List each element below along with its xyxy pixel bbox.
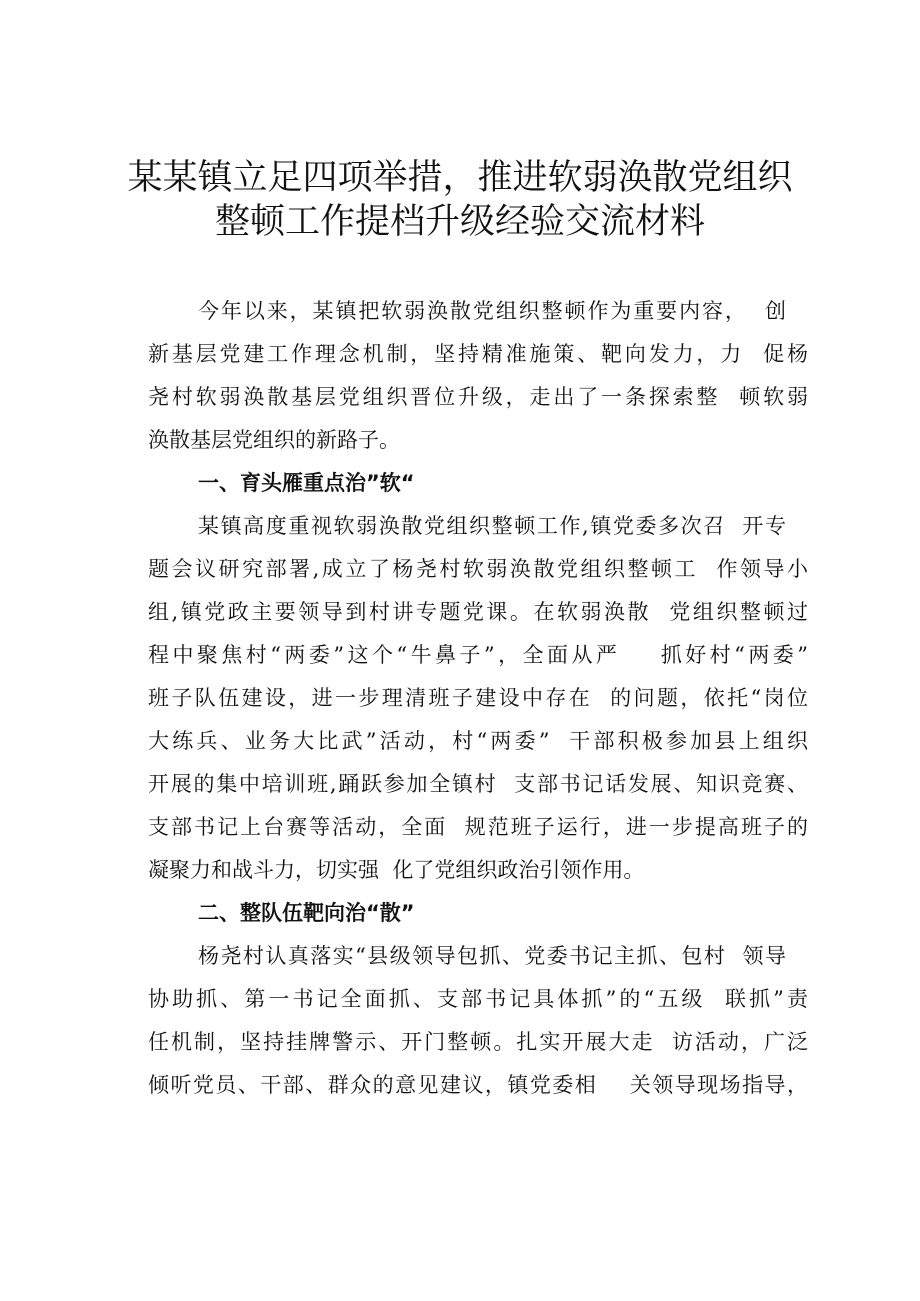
section-2-heading: 二、整队伍靶向治“散” bbox=[198, 901, 415, 925]
document-title-line-2: 整顿工作提档升级经验交流材料 bbox=[214, 202, 705, 242]
intro-line: 涣散基层党组织的新路子。 bbox=[148, 428, 400, 452]
section-1-line: 某镇高度重视软弱涣散党组织整顿工作,镇党委多次召 开专 bbox=[198, 514, 786, 538]
section-1-heading: 一、育头雁重点治”软“ bbox=[198, 471, 415, 495]
section-1-line: 凝聚力和战斗力，切实强 化了党组织政治引领作用。 bbox=[148, 858, 645, 882]
section-2-line: 任机制，坚持挂牌警示、开门整顿。扎实开展大走 访活动，广泛 bbox=[148, 1030, 808, 1054]
section-1-line: 程中聚焦村“两委”这个“牛鼻子”，全面从严 抓好村“两委” bbox=[148, 643, 808, 667]
section-1-line: 题会议研究部署,成立了杨尧村软弱涣散党组织整顿工 作领导小 bbox=[148, 557, 808, 581]
section-1-line: 大练兵、业务大比武”活动，村“两委” 干部积极参加县上组织 bbox=[148, 729, 808, 753]
section-1-line: 组,镇党政主要领导到村讲专题党课。在软弱涣散 党组织整顿过 bbox=[148, 600, 808, 624]
section-1-line: 支部书记上台赛等活动，全面 规范班子运行，进一步提高班子的 bbox=[148, 815, 808, 839]
document-title-line-1: 某某镇立足四项举措，推进软弱涣散党组织 bbox=[127, 158, 793, 198]
section-1-line: 开展的集中培训班,踊跃参加全镇村 支部书记话发展、知识竞赛、 bbox=[148, 772, 808, 796]
section-2-line: 倾听党员、干部、群众的意见建议，镇党委相 关领导现场指导， bbox=[148, 1073, 808, 1097]
section-1-line: 班子队伍建设，进一步理清班子建设中存在 的问题，依托“岗位 bbox=[148, 686, 808, 710]
intro-line: 新基层党建工作理念机制，坚持精准施策、靶向发力，力 促杨 bbox=[148, 342, 808, 366]
section-2-line: 协助抓、第一书记全面抓、支部书记具体抓”的“五级 联抓”责 bbox=[148, 987, 808, 1011]
section-2-line: 杨尧村认真落实“县级领导包抓、党委书记主抓、包村 领导 bbox=[198, 944, 786, 968]
intro-line: 尧村软弱涣散基层党组织晋位升级，走出了一条探索整 顿软弱 bbox=[148, 385, 808, 409]
intro-line: 今年以来，某镇把软弱涣散党组织整顿作为重要内容， 创 bbox=[198, 299, 786, 323]
